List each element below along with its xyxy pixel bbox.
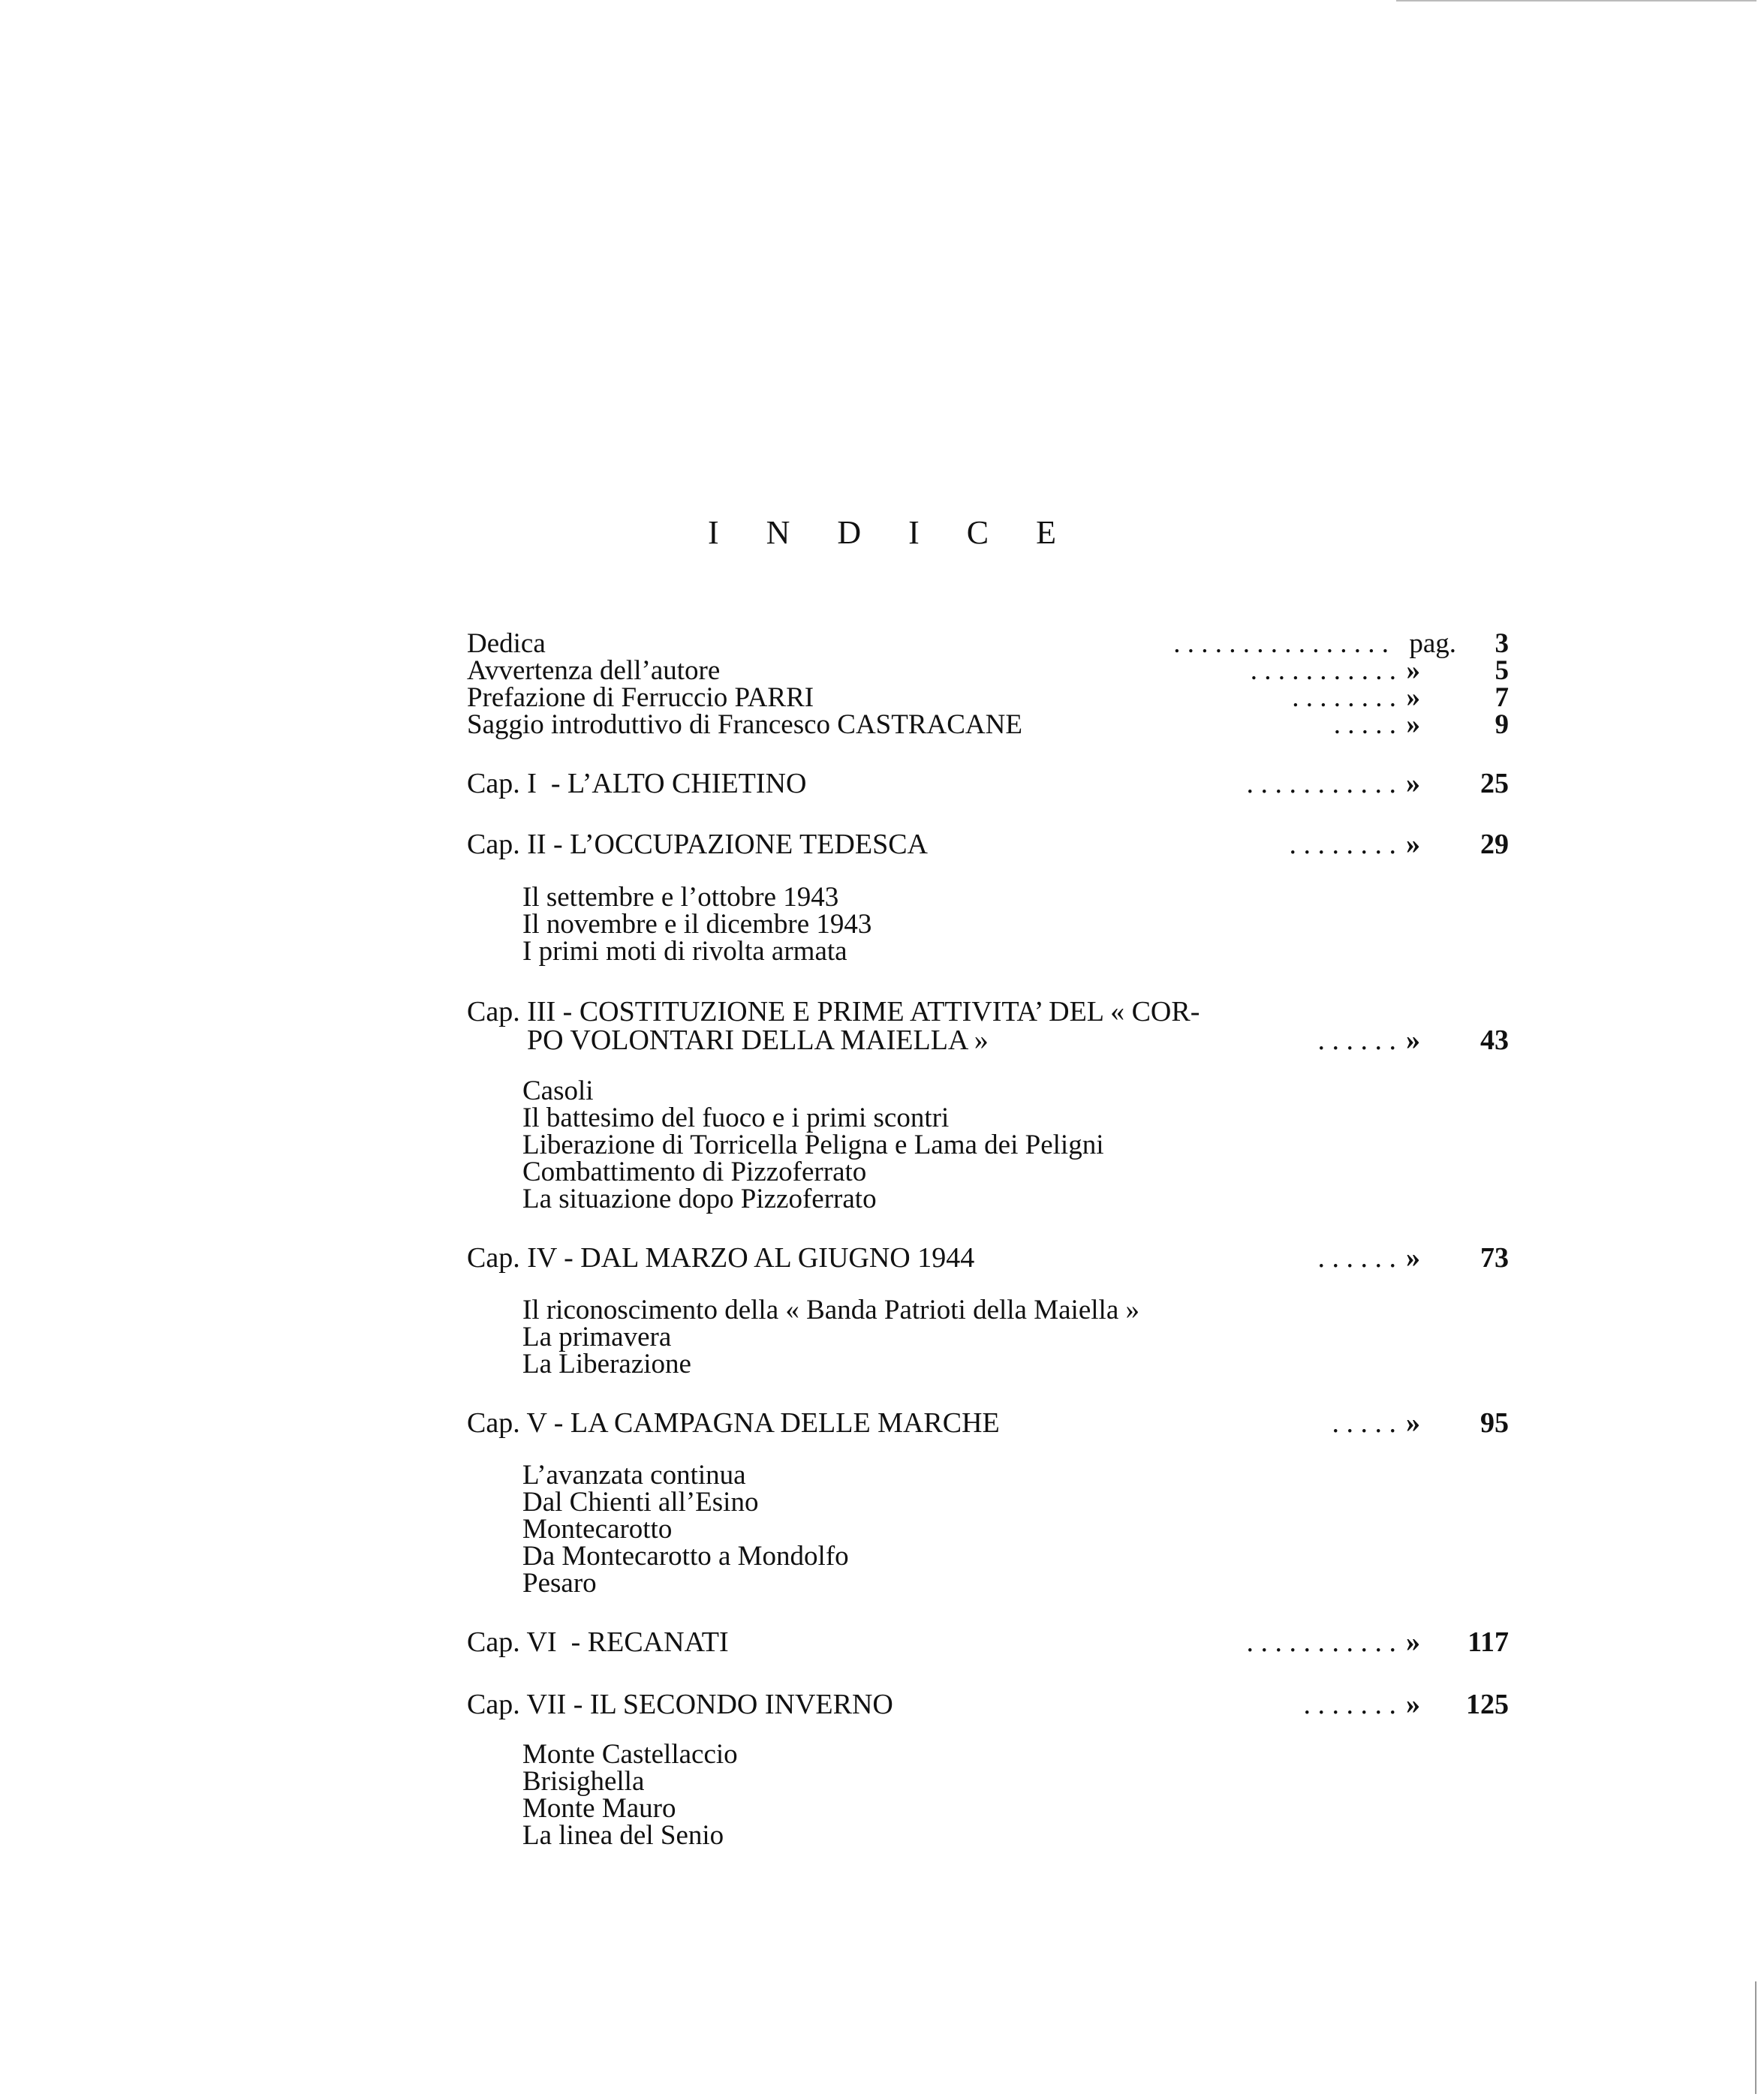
toc-entry-label: Dedica	[467, 628, 546, 659]
page-number: 5	[1495, 655, 1509, 686]
toc-entry-label: Saggio introduttivo di Francesco CASTRACANE	[467, 709, 1022, 740]
page-number: 9	[1495, 709, 1509, 740]
toc-chapter-6	[467, 1626, 1509, 1659]
chapter-title: Cap. III - COSTITUZIONE E PRIME ATTIVITA’ DEL « COR-	[467, 996, 1200, 1027]
section-item: Brisighella	[522, 1766, 645, 1797]
leader-dots: . . . . . .	[1317, 1242, 1396, 1274]
page-abbreviation: pag.	[1409, 628, 1456, 659]
section-item: La situazione dopo Pizzoferrato	[522, 1184, 877, 1214]
ditto-mark: »	[1406, 655, 1420, 686]
chapter-title: Cap. II - L’OCCUPAZIONE TEDESCA	[467, 829, 928, 860]
toc-chapter-1	[467, 767, 1509, 800]
leader-dots: . . . . . . .	[1303, 1689, 1396, 1720]
ditto-mark: »	[1406, 1626, 1420, 1658]
section-item: Pesaro	[522, 1568, 597, 1599]
ditto-mark: »	[1406, 682, 1420, 713]
section-item: Combattimento di Pizzoferrato	[522, 1157, 867, 1187]
toc-entry-saggio	[467, 709, 1509, 742]
chapter-title: Cap. VII - IL SECONDO INVERNO	[467, 1689, 893, 1720]
toc-entry-label: Prefazione di Ferruccio PARRI	[467, 682, 814, 713]
section-item: Da Montecarotto a Mondolfo	[522, 1541, 849, 1572]
section-item: Casoli	[522, 1076, 594, 1106]
section-item: Monte Castellaccio	[522, 1739, 738, 1770]
leader-dots: . . . . . . . . . . . . . . . .	[1173, 628, 1389, 659]
scan-edge-top	[1396, 0, 1756, 2]
page-number: 117	[1467, 1626, 1509, 1658]
scan-edge-right	[1755, 1981, 1756, 2094]
page-number: 95	[1480, 1407, 1509, 1439]
page-number: 43	[1480, 1024, 1509, 1056]
chapter-title-continued: PO VOLONTARI DELLA MAIELLA »	[527, 1024, 989, 1056]
section-item: Dal Chienti all’Esino	[522, 1487, 759, 1518]
toc-entry-label: Avvertenza dell’autore	[467, 655, 721, 686]
section-item: Montecarotto	[522, 1514, 673, 1545]
section-item: Il riconoscimento della « Banda Patrioti della Maiella »	[522, 1295, 1139, 1325]
leader-dots: . . . . . . . .	[1292, 682, 1396, 713]
leader-dots: . . . . . . . . . . .	[1246, 1626, 1396, 1658]
section-item: Liberazione di Torricella Peligna e Lama dei Peligni	[522, 1130, 1104, 1160]
ditto-mark: »	[1406, 1689, 1420, 1720]
section-item: La Liberazione	[522, 1349, 691, 1379]
toc-chapter-2	[467, 828, 1509, 861]
toc-chapter-3	[527, 1024, 1509, 1057]
ditto-mark: »	[1406, 1242, 1420, 1274]
chapter-title: Cap. VI - RECANATI	[467, 1626, 729, 1658]
section-item: L’avanzata continua	[522, 1460, 746, 1491]
section-item: Monte Mauro	[522, 1793, 676, 1824]
toc-chapter-4	[467, 1241, 1509, 1274]
ditto-mark: »	[1406, 1024, 1420, 1056]
section-item: Il battesimo del fuoco e i primi scontri	[522, 1103, 950, 1133]
section-item: La linea del Senio	[522, 1820, 724, 1851]
page-number: 125	[1466, 1689, 1509, 1720]
leader-dots: . . . . . . . . . . .	[1250, 655, 1396, 686]
ditto-mark: »	[1406, 1407, 1420, 1439]
chapter-title: Cap. V - LA CAMPAGNA DELLE MARCHE	[467, 1407, 1000, 1439]
chapter-title: Cap. IV - DAL MARZO AL GIUGNO 1944	[467, 1242, 975, 1274]
section-item: I primi moti di rivolta armata	[522, 936, 847, 967]
section-item: Il novembre e il dicembre 1943	[522, 909, 872, 940]
page-number: 29	[1480, 829, 1509, 860]
leader-dots: . . . . . . . . . . .	[1246, 768, 1396, 799]
section-item: Il settembre e l’ottobre 1943	[522, 882, 839, 913]
leader-dots: . . . . . .	[1317, 1024, 1396, 1056]
leader-dots: . . . . .	[1333, 709, 1396, 740]
ditto-mark: »	[1406, 768, 1420, 799]
section-item: La primavera	[522, 1322, 672, 1352]
page-title: I N D I C E	[707, 514, 1076, 551]
leader-dots: . . . . .	[1332, 1407, 1396, 1439]
page-number: 3	[1495, 628, 1509, 659]
page-number: 73	[1480, 1242, 1509, 1274]
ditto-mark: »	[1406, 829, 1420, 860]
toc-chapter-5	[467, 1407, 1509, 1440]
ditto-mark: »	[1406, 709, 1420, 740]
leader-dots: . . . . . . . .	[1289, 829, 1396, 860]
page-number: 25	[1480, 768, 1509, 799]
toc-chapter-7	[467, 1688, 1509, 1721]
chapter-title: Cap. I - L’ALTO CHIETINO	[467, 768, 807, 799]
page-number: 7	[1495, 682, 1509, 713]
